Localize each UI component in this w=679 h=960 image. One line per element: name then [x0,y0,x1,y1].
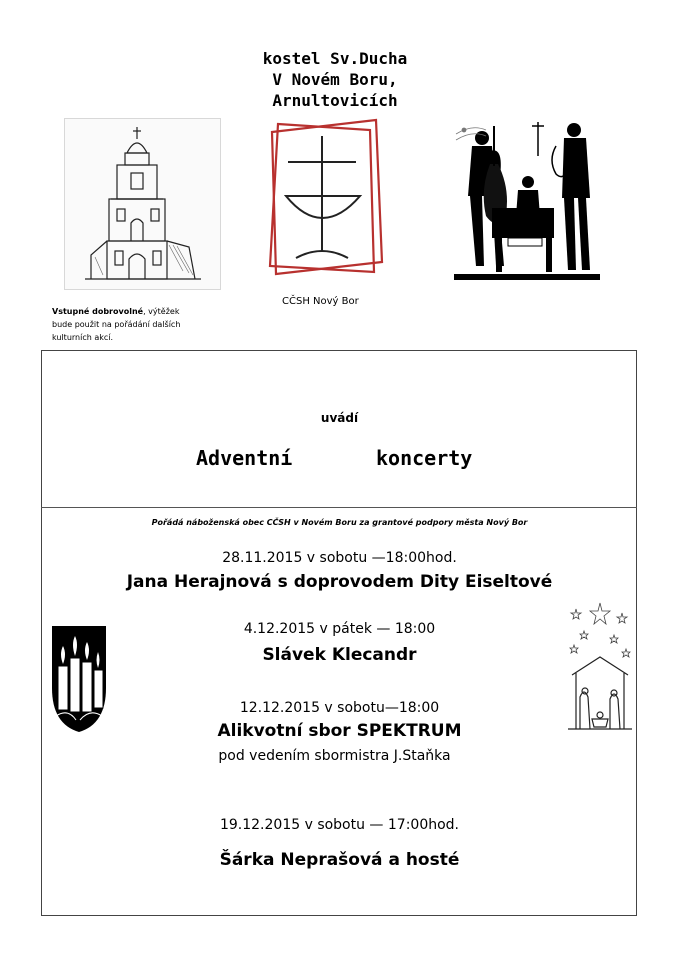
title-line-1: kostel Sv.Ducha [262,49,408,68]
organizer-note: Pořádá náboženská obec CČSH v Novém Boru za grantové podpory města Nový Bor [151,518,528,527]
concert-2-date: 4.12.2015 v pátek — 18:00 [243,621,436,637]
entry-fee-label: Vstupné dobrovolné [52,307,144,316]
concert-title-word-2: koncerty [376,446,473,470]
title-line-3: Arnultovicích [272,91,398,110]
concert-1-date: 28.11.2015 v sobotu —18:00hod. [222,550,457,566]
advent-candles-icon [50,624,108,734]
concert-title-word-1: Adventní [196,446,293,470]
concert-3-subtitle: pod vedením sbormistra J.Staňka [218,748,451,764]
church-title [200,48,470,111]
frame-divider [41,507,637,508]
logo-caption: CČSH Nový Bor [282,296,359,307]
jazz-band-icon [452,116,602,286]
chalice-logo-icon [266,112,386,282]
concert-3-performer: Alikvotní sbor SPEKTRUM [217,721,462,741]
concert-2-performer: Slávek Klecandr [262,645,417,665]
concert-4-performer: Šárka Neprašová a hosté [219,850,460,870]
concert-1-performer: Jana Herajnová s doprovodem Dity Eiseltové [126,572,553,592]
presents-label: uvádí [320,411,359,425]
concert-3-date: 12.12.2015 v sobotu—18:00 [239,700,440,716]
entry-note [52,305,202,344]
entry-note-line-3: kulturních akcí. [52,333,114,342]
entry-note-rest: , výtěžek [143,307,180,316]
nativity-scene-icon [566,601,634,733]
entry-note-line-1 [52,305,202,318]
title-line-2: V Novém Boru, [272,70,398,89]
church-drawing-icon [64,118,221,290]
concert-4-date: 19.12.2015 v sobotu — 17:00hod. [219,817,460,833]
entry-note-line-2: bude použit na pořádání dalších [52,320,181,329]
